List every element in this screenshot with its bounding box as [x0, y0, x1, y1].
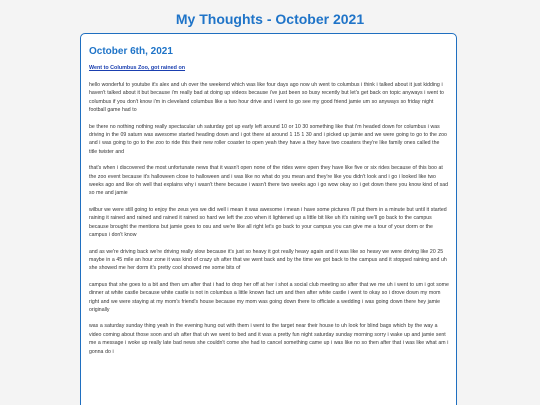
post-date: October 6th, 2021: [89, 46, 173, 57]
post-paragraph: and as we're driving back we're driving really slow because it's just so heavy it got really heavy again and it was like so heavy we were driving like 20 25 maybe in a 45 mile an hour zone it was kind of crazy uh after that we went back and by the time we got back to the campus and it stopped raining and uh she showed me her dorm it's pretty cool showed me some bits of: [89, 248, 447, 272]
post-paragraph: that's when i discovered the most unfortunate news that it wasn't open none of the rides were open they have like five or six rides because of this boo at the zoo event because it's halloween close to halloween and i was like no what do you mean and they're like you didn't look and i go i looked like two weeks ago and like oh well that explains why i wasn't there because i wasn't there two weeks ago i go wow okay so i get down there you know kind of sad so me and jamie: [89, 165, 449, 197]
post-paragraph: was a saturday sunday thing yeah in the evening hung out with them i went to the target near their house to uh look for blind bags which by the way a video coming about those soon and uh after that uh we went to bed and it was a pretty fun night saturday sunday morning sorry i wake up and jamie sent me a message i woke up really late bad news she couldn't come she had to cancel something came up i was like no so then after that i was like what am i gonna do i: [89, 323, 449, 355]
post-paragraph: wilbur we were still going to enjoy the zeus yes we did well i mean it was awesome i mean i have some pictures i'll put them in a minute but until it started raining it rained and rained and rained it rained so hard we left the zoo when it lightened up a little bit like uh it's raining we'll go back to the campus because brought the mentions but jamie goes to osu and we're like all right let's go back to your campus you can give me a tour of your dorm or the campus i don't know: [89, 206, 447, 239]
post-card: [80, 33, 457, 405]
post-paragraph: be there no nothing nothing really spectacular uh saturday got up early left around 10 or 10 30 something like that i'm headed down for columbus i was driving in the 09 saturn was awesome started heading down and i got there at around 1 15 1 30 and i picked up jamie and we were going to go to the zoo and i was going to go to the zoo to ride this their new roller coaster to open yeah they have a they have two coasters they're like family ones called the title twister and: [89, 123, 447, 155]
post-title-link[interactable]: Went to Columbus Zoo, got rained on: [89, 65, 186, 71]
site-title: My Thoughts - October 2021: [175, 11, 365, 27]
post-paragraph: campus that she goes to a bit and then um after that i had to drop her off at her i shot a social club meeting so after that we me uh i went to um i got some dinner at white castle because white castle is not in columbus a little known fact um and then after white castle i went to okay so i drove down my mom right and we were staying at my mom's friend's house because my mom was going down there to officiate a wedding i was going down there hey jamie originally: [89, 281, 449, 313]
post-paragraph: hello wonderful to youtube it's alex and uh over the weekend which was like four days ago now uh went to columbus i think i talked about it just kidding i haven't talked about it but because i'm really bad at doing up videos because i've just been so busy recently but let's get back on topic anyways i went to columbus if you don't know i'm in cleveland columbus like a two hour drive and i went to go see my good friend jamie um so anyways so friday night football game had to: [89, 82, 444, 114]
